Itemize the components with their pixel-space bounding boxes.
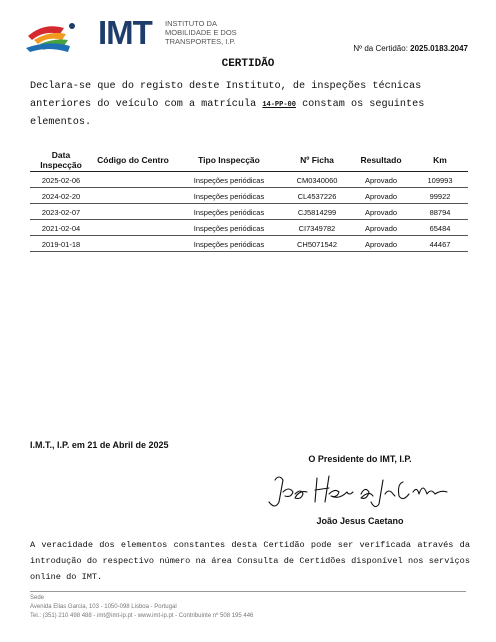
declaration-part: constam os seguintes elementos.: [30, 99, 425, 128]
declaration-text: [30, 78, 470, 132]
certificate-number: [353, 44, 468, 53]
table-cell: [92, 204, 174, 220]
column-header: Km: [412, 149, 468, 172]
column-header: Data Inspecção: [30, 149, 92, 172]
table-cell: 2024-02-20: [30, 188, 92, 204]
table-cell: Aprovado: [350, 220, 412, 236]
table-cell: 44467: [412, 236, 468, 252]
inspection-table: [30, 149, 468, 252]
table-cell: Inspeções periódicas: [174, 188, 284, 204]
table-row: [30, 220, 468, 236]
footer: [30, 594, 253, 621]
footer-address: Avenida Elias Garcia, 103 - 1050-098 Lisboa - Portugal: [30, 604, 177, 610]
table-cell: 99922: [412, 188, 468, 204]
table-cell: CJ5814299: [284, 204, 350, 220]
table-cell: 2025-02-06: [30, 172, 92, 188]
logo-text: IMT: [98, 14, 152, 51]
signatory-role: O Presidente do IMT, I.P.: [308, 454, 412, 464]
imt-logo: [24, 14, 264, 54]
document-title: CERTIDÃO: [221, 58, 275, 70]
table-row: [30, 172, 468, 188]
declaration-part: Declara-se que do registo deste Instituto, de inspeções técnicas anteriores do veículo com a matrícula: [30, 81, 422, 110]
table-cell: [92, 172, 174, 188]
table-cell: 88794: [412, 204, 468, 220]
table-cell: 2023-02-07: [30, 204, 92, 220]
table-cell: 109993: [412, 172, 468, 188]
org-line: TRANSPORTES, I.P.: [165, 37, 236, 46]
column-header: Nº Ficha: [284, 149, 350, 172]
organization-name: [165, 19, 265, 46]
table-cell: 2021-02-04: [30, 220, 92, 236]
table-cell: Aprovado: [350, 236, 412, 252]
table-row: [30, 188, 468, 204]
footer-contacts: Tel.: (351) 210 498 488 - imt@imt-ip.pt - www.imt-ip.pt - Contribuinte nº 508 195 446: [30, 613, 254, 619]
table-cell: Aprovado: [350, 188, 412, 204]
imt-emblem-icon: [24, 18, 98, 54]
table-cell: 65484: [412, 220, 468, 236]
footer-label: Sede: [30, 595, 45, 601]
footer-divider: [30, 591, 466, 592]
table-cell: [92, 236, 174, 252]
table-header-row: [30, 149, 468, 172]
table-cell: CL4537226: [284, 188, 350, 204]
table-cell: Aprovado: [350, 172, 412, 188]
table-cell: [92, 220, 174, 236]
table-row: [30, 236, 468, 252]
table-cell: Inspeções periódicas: [174, 204, 284, 220]
table-cell: CI7349782: [284, 220, 350, 236]
place-and-date: I.M.T., I.P. em 21 de Abril de 2025: [30, 440, 169, 450]
handwritten-signature: [265, 470, 455, 512]
table-cell: Aprovado: [350, 204, 412, 220]
table-cell: Inspeções periódicas: [174, 236, 284, 252]
license-plate: 14-PP-00: [262, 101, 296, 109]
table-cell: [92, 188, 174, 204]
table-row: [30, 204, 468, 220]
certificate-number-value: 2025.0183.2047: [410, 44, 468, 53]
table-cell: CH5071542: [284, 236, 350, 252]
column-header: Tipo Inspecção: [174, 149, 284, 172]
column-header: Resultado: [350, 149, 412, 172]
table-cell: Inspeções periódicas: [174, 220, 284, 236]
certificate-number-label: Nº da Certidão:: [353, 44, 408, 53]
org-line: INSTITUTO DA: [165, 19, 217, 28]
signatory-name: João Jesus Caetano: [316, 516, 404, 526]
table-cell: 2019-01-18: [30, 236, 92, 252]
verification-text: A veracidade dos elementos constantes desta Certidão pode ser verificada através da introdução do respectivo número na área Consulta de Certidões disponível nos serviços online do IMT.: [30, 540, 470, 582]
column-header: Código do Centro: [92, 149, 174, 172]
table-cell: CM0340060: [284, 172, 350, 188]
org-line: MOBILIDADE E DOS: [165, 28, 237, 37]
table-cell: Inspeções periódicas: [174, 172, 284, 188]
